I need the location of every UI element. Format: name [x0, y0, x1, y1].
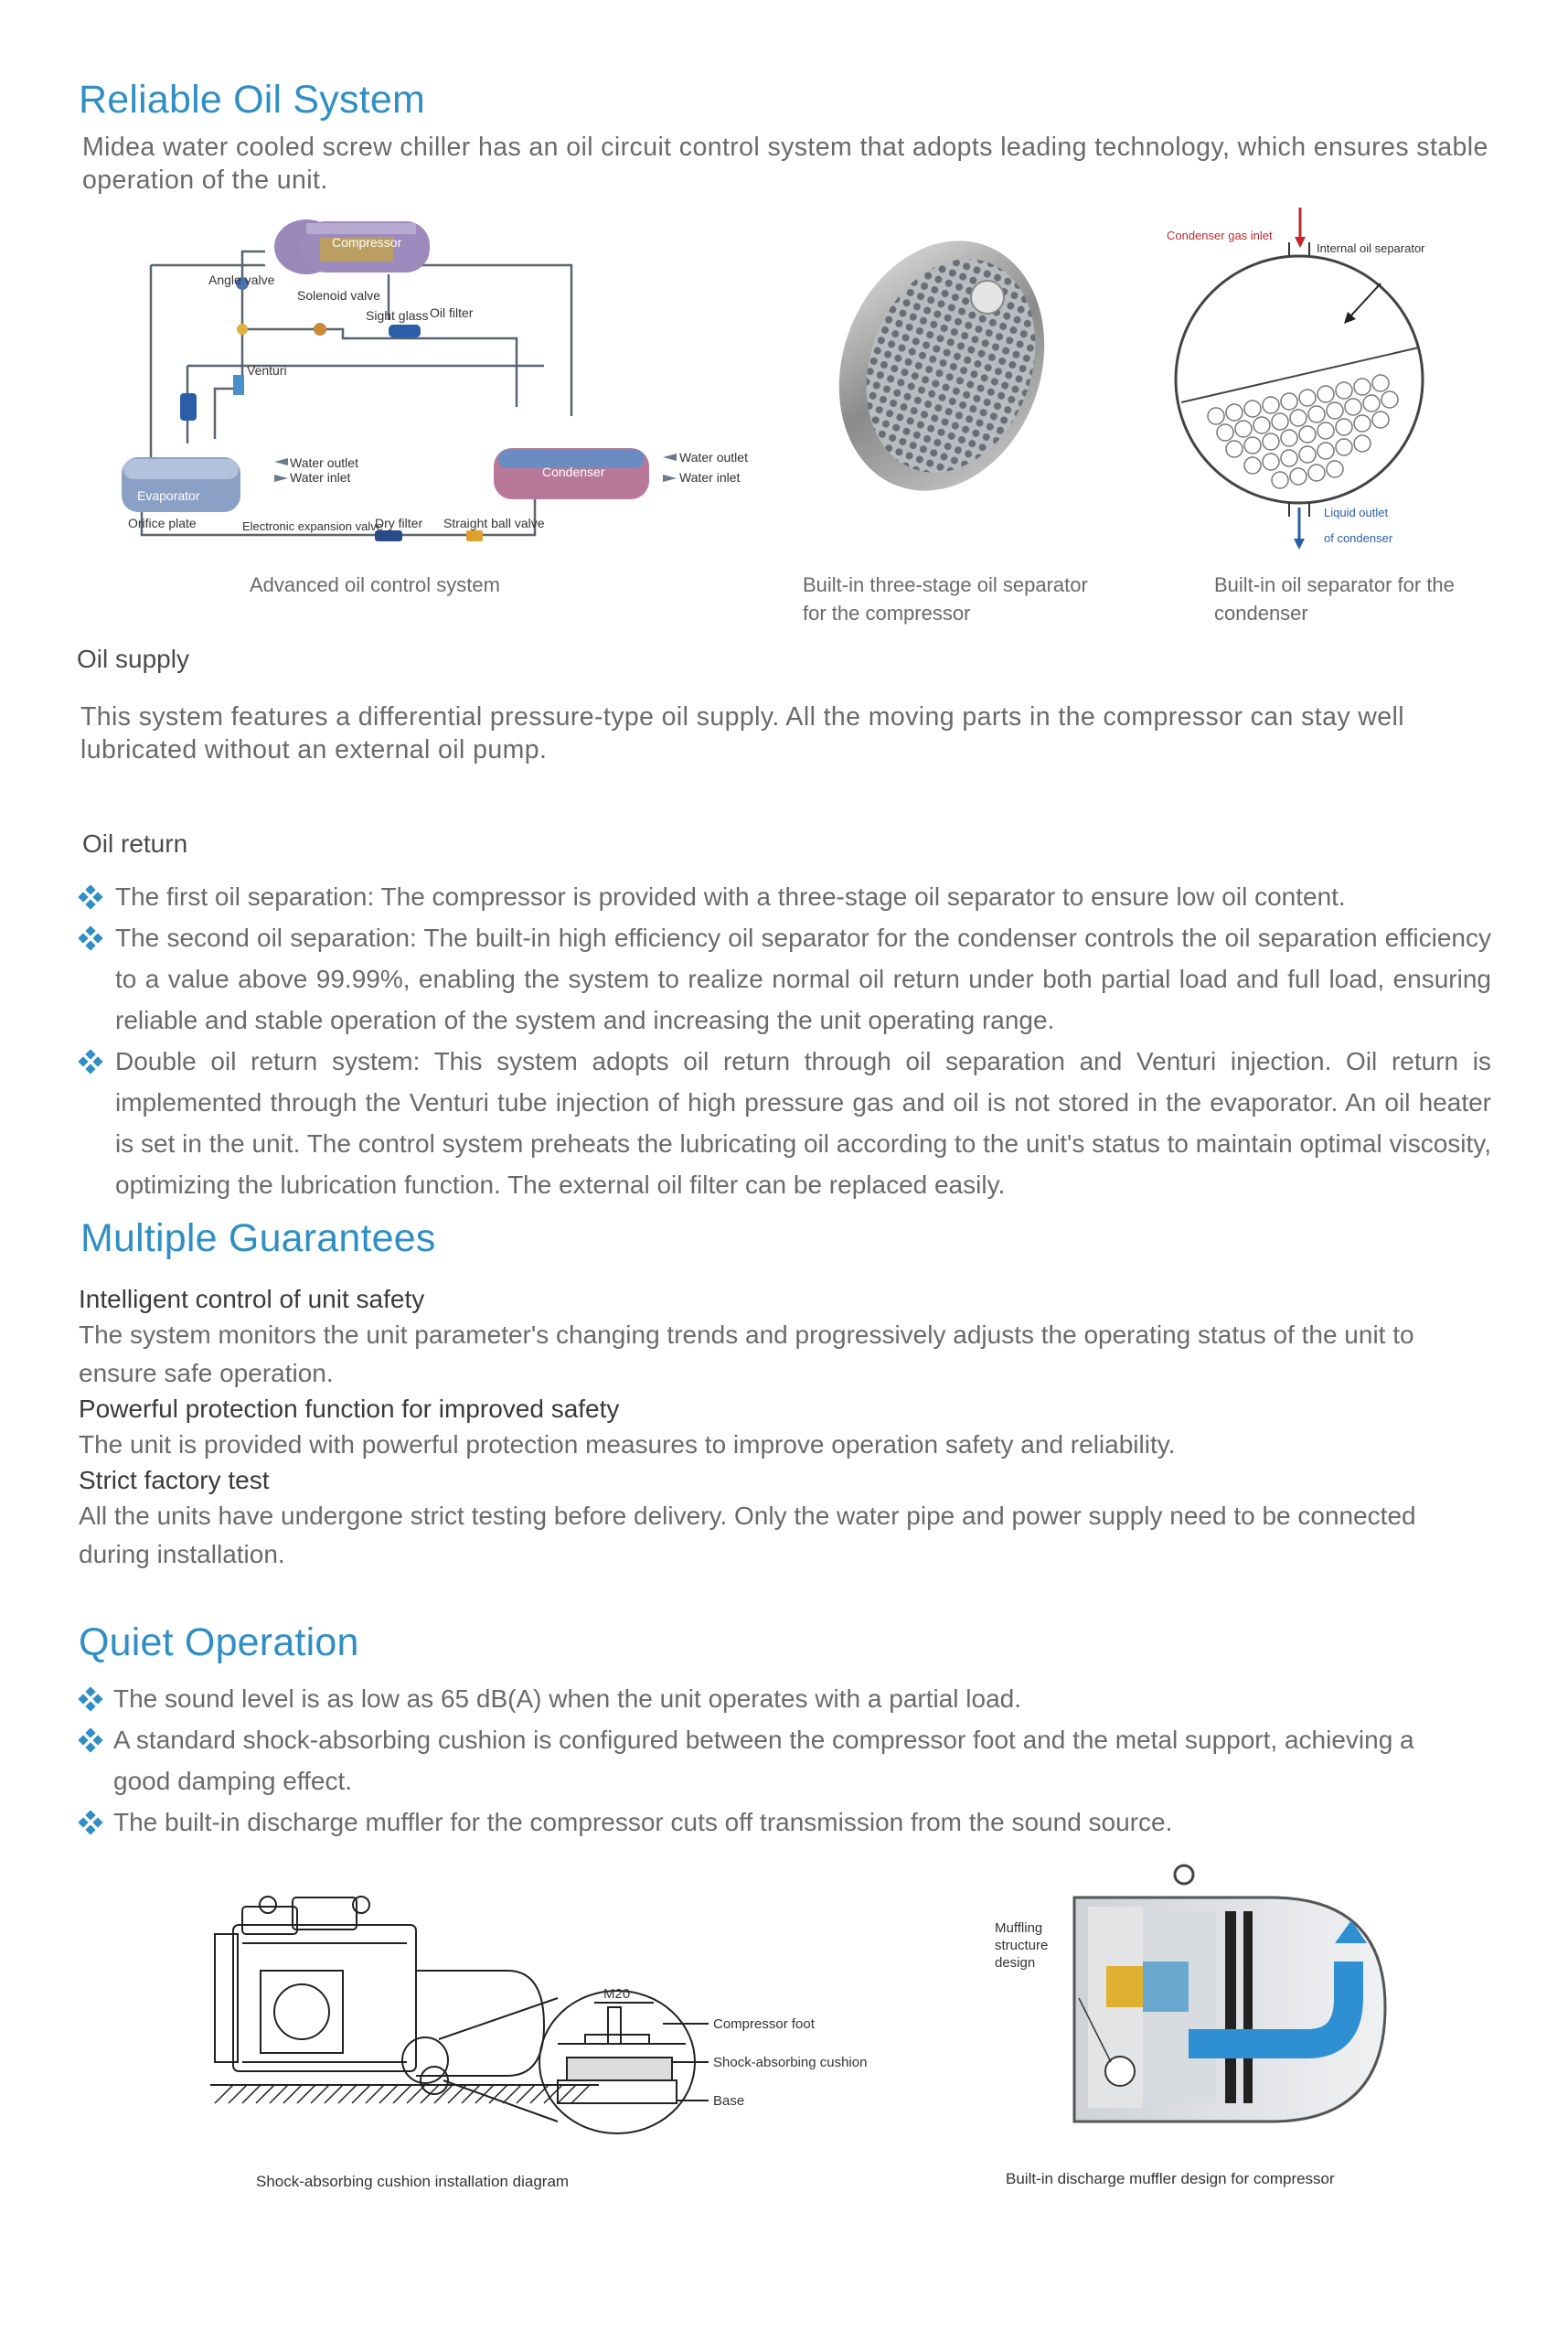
section-title-quiet: Quiet Operation: [79, 1620, 359, 1664]
label-water-outlet-left: Water outlet: [290, 455, 358, 470]
label-orifice-plate: Orifice plate: [128, 516, 197, 530]
label-internal-oil-separator: Internal oil separator: [1317, 241, 1425, 255]
label-muffling-3: design: [995, 1955, 1036, 1971]
muffler-diagram: [978, 1861, 1417, 2163]
guarantee-body: The system monitors the unit parameter's changing trends and progressively adjusts the operating status of the unit to ensure safe operation.: [79, 1320, 1414, 1387]
compressor-shape: [274, 219, 430, 274]
guarantee-heading: Powerful protection function for improved safety: [79, 1395, 620, 1423]
caption-advanced: Advanced oil control system: [250, 573, 500, 596]
label-venturi: Venturi: [247, 363, 287, 378]
caption-three-stage: Built-in three-stage oil separator for the compressor: [803, 573, 1088, 625]
oil-control-diagram: [87, 210, 748, 558]
label-angle-valve: Angle valve: [208, 273, 275, 287]
oil-return-item-2: [79, 917, 1491, 1041]
guarantees-list: [79, 1283, 1491, 1574]
label-condenser: Condenser: [542, 465, 605, 479]
diamond-bullet-icon: [79, 1811, 102, 1834]
caption-condenser-separator: Built-in oil separator for the condenser: [1214, 573, 1455, 625]
label-m20: M20: [603, 1986, 631, 2002]
shock-cushion-diagram: [206, 1888, 928, 2163]
label-straight-ball-valve: Straight ball valve: [443, 516, 545, 530]
condenser-separator-diagram: [1161, 197, 1454, 553]
label-of-condenser: of condenser: [1324, 531, 1393, 545]
label-muffling-1: Muffling: [995, 1920, 1043, 1936]
label-base: Base: [713, 2093, 745, 2109]
oil-supply-title: Oil supply: [77, 645, 189, 673]
diamond-bullet-icon: [79, 885, 102, 909]
diamond-bullet-icon: [79, 1050, 102, 1074]
guarantee-body: All the units have undergone strict testing before delivery. Only the water pipe and power supply need to be connected during installation.: [79, 1502, 1416, 1568]
label-dry-filter: Dry filter: [375, 516, 423, 530]
label-evaporator: Evaporator: [137, 488, 200, 503]
label-oil-filter: Oil filter: [430, 305, 474, 320]
oil-return-item-1: [79, 876, 1491, 917]
oil-return-item-text: Double oil return system: This system adopts oil return through oil separation and Venturi injection. Oil return is implemented through the Venturi tube injection of high pressure gas and oil is not stored in the evaporator. An oil heater is set in the unit. The control system preheats the lubricating oil according to the unit's status to maintain optimal viscosity, optimizing the lubrication function. The external oil filter can be replaced easily.: [115, 1047, 1491, 1199]
oil-return-title: Oil return: [82, 829, 188, 858]
label-gas-inlet: Condenser gas inlet: [1167, 229, 1273, 242]
label-sight-glass: Sight glass: [366, 308, 429, 323]
label-muffling-2: structure: [995, 1938, 1049, 1953]
diamond-bullet-icon: [79, 926, 102, 950]
oil-return-item-text: The second oil separation: The built-in high efficiency oil separator for the condenser controls the oil separation efficiency to a value above 99.99%, enabling the system to realize normal oil return under both partial load and full load, ensuring reliable and stable operation of the system and increasing the unit operating range.: [115, 924, 1491, 1034]
label-water-inlet-left: Water inlet: [290, 470, 351, 485]
quiet-item-3: [79, 1801, 1477, 1843]
label-cushion: Shock-absorbing cushion: [713, 2055, 868, 2070]
diamond-bullet-icon: [79, 1687, 102, 1711]
label-compressor: Compressor: [332, 235, 402, 250]
label-water-inlet-right: Water inlet: [679, 470, 741, 485]
diamond-bullet-icon: [79, 1728, 102, 1752]
three-stage-separator-image: [827, 229, 1047, 503]
guarantee-heading: Strict factory test: [79, 1466, 270, 1494]
quiet-item-2: [79, 1719, 1477, 1801]
section-title-guarantees: Multiple Guarantees: [80, 1216, 436, 1260]
quiet-item-text: The sound level is as low as 65 dB(A) when the unit operates with a partial load.: [113, 1684, 1022, 1713]
caption-shock-cushion: Shock-absorbing cushion installation diagram: [256, 2173, 570, 2190]
label-compressor-foot: Compressor foot: [713, 2016, 815, 2032]
caption-muffler: Built-in discharge muffler design for compressor: [1006, 2170, 1335, 2187]
label-water-outlet-right: Water outlet: [679, 450, 748, 465]
label-liquid-outlet: Liquid outlet: [1324, 506, 1389, 519]
quiet-item-1: [79, 1678, 1477, 1719]
oil-return-item-text: The first oil separation: The compressor is provided with a three-stage oil separator to ensure low oil content.: [115, 882, 1346, 911]
section-title-oil: Reliable Oil System: [79, 78, 425, 122]
quiet-item-text: A standard shock-absorbing cushion is configured between the compressor foot and the metal support, achieving a good damping effect.: [113, 1726, 1414, 1795]
oil-intro: Midea water cooled screw chiller has an oil circuit control system that adopts leading technology, which ensures stable operation of the unit.: [82, 133, 1488, 195]
label-solenoid-valve: Solenoid valve: [297, 288, 381, 303]
label-expansion-valve: Electronic expansion valve: [242, 519, 383, 533]
guarantee-heading: Intelligent control of unit safety: [79, 1285, 425, 1313]
oil-return-item-3: [79, 1041, 1491, 1205]
guarantee-body: The unit is provided with powerful protection measures to improve operation safety and reliability.: [79, 1430, 1176, 1459]
oil-supply-text: This system features a differential pressure-type oil supply. All the moving parts in the compressor can stay well lubricated without an external oil pump.: [80, 702, 1404, 764]
quiet-item-text: The built-in discharge muffler for the compressor cuts off transmission from the sound source.: [113, 1808, 1173, 1836]
